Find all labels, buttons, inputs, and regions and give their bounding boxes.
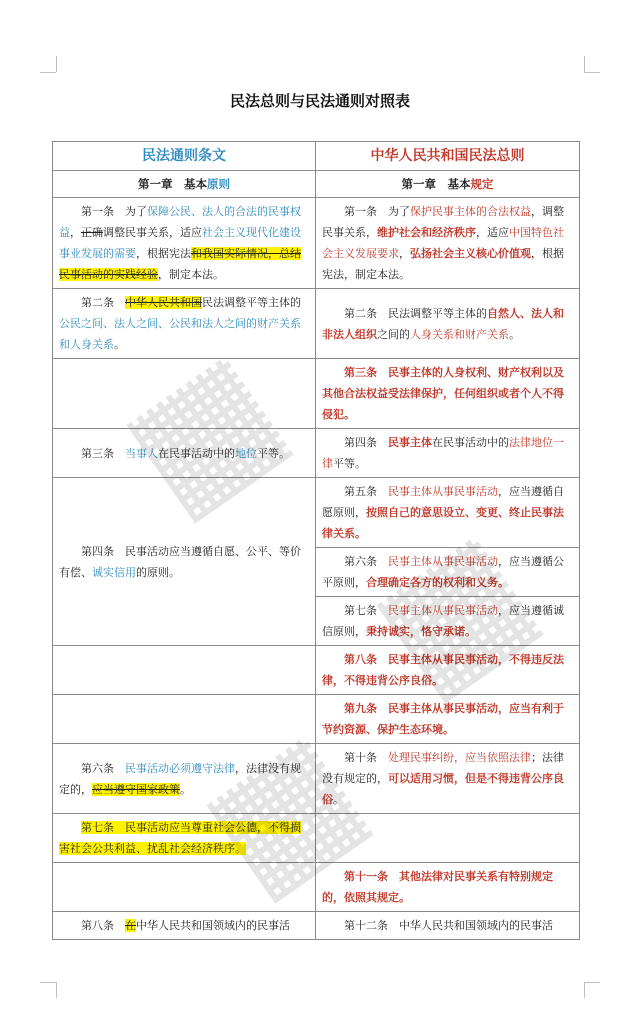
- article-text-segment: 地位: [235, 446, 257, 460]
- right-article-cell: [316, 912, 580, 940]
- right-article-text: [322, 600, 573, 642]
- crop-mark: [40, 982, 56, 983]
- article-text-segment: 第十条: [344, 751, 388, 764]
- article-text-segment: ，应当遵循诚信原则，: [322, 604, 564, 638]
- article-text-segment: ，根据宪法，制定本法。: [322, 247, 564, 281]
- article-text-segment: 第八条: [81, 919, 125, 932]
- article-row: [53, 912, 580, 940]
- left-article-text: [59, 915, 309, 936]
- article-row: [53, 744, 580, 814]
- article-row: [53, 814, 580, 863]
- crop-mark: [56, 982, 57, 998]
- left-article-cell: [53, 814, 316, 863]
- article-text-segment: 法律地位一律: [322, 436, 564, 470]
- left-article-cell: [53, 289, 316, 359]
- crop-mark: [584, 982, 585, 998]
- article-text-segment: 。: [509, 327, 520, 341]
- article-text-segment: 第七条 民事活动应当尊重社会公德，不得损害社会公共利益、扰乱社会经济秩序。: [59, 821, 301, 855]
- article-text-segment: ，应当遵循自愿原则，: [322, 485, 564, 519]
- article-text-segment: 在民事活动中的: [158, 446, 235, 460]
- right-article-text: [322, 432, 573, 474]
- article-text-segment: 第七条: [344, 604, 388, 617]
- left-article-text: [59, 443, 309, 464]
- article-text-segment: 中华人民共和国: [125, 296, 202, 309]
- crop-mark: [56, 56, 57, 72]
- article-text-segment: 。: [333, 793, 344, 806]
- right-empty-cell: [316, 814, 580, 863]
- article-text-segment: 第六条: [344, 555, 388, 568]
- right-article-text: [322, 747, 573, 810]
- article-text-segment: 第四条 民事活动应当遵循自愿、公平、等价有偿、: [59, 544, 301, 579]
- left-empty-cell: [53, 646, 316, 695]
- article-text-segment: ，调整民事关系，: [322, 205, 564, 239]
- article-text-segment: 民事主体从事民事活动: [388, 555, 498, 568]
- article-text-segment: 第三条 民事主体的人身权利、财产权利以及其他合法权益受法律保护，任何组织或者个人不得侵犯。: [322, 366, 564, 421]
- article-row: [53, 198, 580, 289]
- article-text-segment: 维护社会和经济秩序: [377, 226, 476, 239]
- article-text-segment: 中国特色社会主义发展要求: [322, 226, 564, 260]
- right-chapter-heading: [316, 171, 580, 198]
- article-text-segment: 民事主体从事民事活动: [388, 485, 498, 498]
- article-text-segment: 在民事活动中的: [432, 436, 509, 449]
- article-text-segment: 。: [180, 782, 191, 796]
- article-row: [53, 429, 580, 478]
- left-chapter-prefix: 第一章 基本: [138, 177, 207, 191]
- right-article-text: [322, 201, 573, 285]
- article-text-segment: 第六条: [81, 761, 125, 775]
- right-article-cell: [316, 597, 580, 646]
- right-article-cell: [316, 863, 580, 912]
- article-text-segment: 第十一条 其他法律对民事关系有特别规定的，依照其规定。: [322, 870, 553, 904]
- article-text-segment: 保障公民、法人的合法的民事权益: [59, 205, 301, 239]
- article-text-segment: 第八条 民事主体从事民事活动，不得违反法律，不得违背公序良俗。: [322, 653, 564, 687]
- left-article-text: [59, 201, 309, 285]
- left-article-text: [59, 758, 309, 800]
- article-text-segment: 平等。: [257, 446, 290, 460]
- article-text-segment: 第二条: [81, 296, 125, 309]
- left-article-text: [59, 292, 309, 355]
- document-title: 民法总则与民法通则对照表: [229, 92, 410, 110]
- right-article-cell: [316, 289, 580, 359]
- right-chapter-suffix: 规定: [470, 177, 494, 191]
- left-article-text: [59, 541, 309, 583]
- right-article-cell: [316, 198, 580, 289]
- right-article-text: [322, 551, 573, 593]
- crop-mark: [40, 72, 56, 73]
- article-text-segment: 秉持诚实，恪守承诺。: [366, 625, 476, 638]
- left-column-header: 民法通则条文: [53, 142, 316, 171]
- article-text-segment: 第十二条 中华人民共和国领域内的民事活: [344, 919, 553, 932]
- table-header-row: [53, 142, 580, 171]
- article-text-segment: 第一条 为了: [81, 205, 147, 218]
- article-text-segment: 第五条: [344, 485, 388, 498]
- article-text-segment: 民事主体从事民事活动: [388, 604, 498, 617]
- crop-mark: [584, 56, 585, 72]
- right-chapter-prefix: 第一章 基本: [401, 177, 471, 191]
- article-text-segment: 应当遵守国家政策: [92, 782, 180, 796]
- right-article-cell: [316, 359, 580, 429]
- article-text-segment: 按照自己的意思设立、变更、终止民事法律关系。: [322, 506, 564, 540]
- article-text-segment: 正确: [81, 226, 103, 239]
- crop-mark: [584, 72, 600, 73]
- right-article-text: [322, 698, 573, 740]
- article-text-segment: 之间的: [377, 327, 410, 341]
- article-row: [53, 359, 580, 429]
- right-article-text: [322, 649, 573, 691]
- article-row: [53, 863, 580, 912]
- article-text-segment: 第一条 为了: [344, 205, 410, 218]
- article-text-segment: 保护民事主体的合法权益: [410, 205, 531, 218]
- article-text-segment: 民法调整平等主体的: [202, 296, 301, 309]
- right-article-cell: [316, 646, 580, 695]
- article-text-segment: 第二条 民法调整平等主体的: [344, 306, 487, 320]
- article-text-segment: 中华人民共和国领域内的民事活: [136, 919, 290, 932]
- left-empty-cell: [53, 863, 316, 912]
- left-chapter-suffix: 原则: [207, 177, 230, 191]
- article-text-segment: 的原则。: [136, 565, 180, 579]
- article-text-segment: 社会主义现代化建设事业发展的需要: [59, 226, 301, 260]
- left-empty-cell: [53, 695, 316, 744]
- comparison-table: [52, 141, 580, 940]
- article-text-segment: ，: [70, 226, 81, 239]
- article-text-segment: ，制定本法。: [158, 268, 224, 281]
- article-text-segment: ，应当遵循公平原则，: [322, 555, 564, 589]
- article-text-segment: 调整民事关系，适应: [103, 226, 202, 239]
- article-text-segment: 民事主体: [388, 436, 432, 449]
- article-text-segment: ，法律没有规定的，: [59, 761, 301, 796]
- article-row: [53, 478, 580, 548]
- left-article-cell: [53, 912, 316, 940]
- left-article-cell: [53, 198, 316, 289]
- article-text-segment: 和我国实际情况，总结民事活动的实践经验: [59, 247, 301, 281]
- right-article-cell: [316, 695, 580, 744]
- right-article-text: [322, 481, 573, 544]
- right-article-cell: [316, 548, 580, 597]
- article-text-segment: 民事活动必须遵守法律: [125, 761, 235, 775]
- article-text-segment: 第四条: [344, 436, 388, 449]
- right-article-cell: [316, 478, 580, 548]
- article-text-segment: ，根据宪法: [136, 247, 191, 260]
- left-article-cell: [53, 744, 316, 814]
- article-text-segment: 当事人: [125, 446, 158, 460]
- right-article-text: [322, 866, 573, 908]
- article-text-segment: ；法律没有规定的，: [322, 751, 564, 785]
- right-article-cell: [316, 429, 580, 478]
- article-text-segment: 公民之间、法人之间、公民和法人之间的财产关系和人身关系: [59, 317, 301, 351]
- right-article-text: [322, 303, 573, 345]
- article-text-segment: 弘扬社会主义核心价值观: [410, 247, 531, 260]
- left-chapter-heading: [53, 171, 316, 198]
- article-text-segment: 自然人、法人和非法人组织: [322, 306, 564, 341]
- right-column-header: 中华人民共和国民法总则: [316, 142, 580, 171]
- left-empty-cell: [53, 359, 316, 429]
- crop-mark: [584, 982, 600, 983]
- right-article-text: [322, 362, 573, 425]
- left-article-cell: [53, 478, 316, 646]
- article-text-segment: ，: [399, 247, 410, 260]
- left-article-text: [59, 817, 309, 859]
- right-article-text: [322, 915, 573, 936]
- article-text-segment: 第九条 民事主体从事民事活动，应当有利于节约资源、保护生态环境。: [322, 702, 564, 736]
- article-row: [53, 646, 580, 695]
- article-text-segment: 诚实信用: [92, 565, 136, 579]
- article-text-segment: 第三条: [81, 446, 125, 460]
- article-text-segment: 合理确定各方的权利和义务。: [366, 576, 509, 589]
- article-text-segment: 可以适用习惯，但是不得违背公序良俗: [322, 772, 564, 806]
- article-row: [53, 695, 580, 744]
- article-text-segment: 。: [114, 338, 125, 351]
- article-text-segment: ，适应: [476, 226, 509, 239]
- article-text-segment: 平等。: [333, 457, 366, 470]
- article-text-segment: 在: [125, 919, 136, 932]
- chapter-row: [53, 171, 580, 198]
- article-row: [53, 289, 580, 359]
- right-article-cell: [316, 744, 580, 814]
- left-article-cell: [53, 429, 316, 478]
- article-text-segment: 人身关系和财产关系: [410, 327, 509, 341]
- article-text-segment: 处理民事纠纷，应当依照法律: [388, 751, 531, 764]
